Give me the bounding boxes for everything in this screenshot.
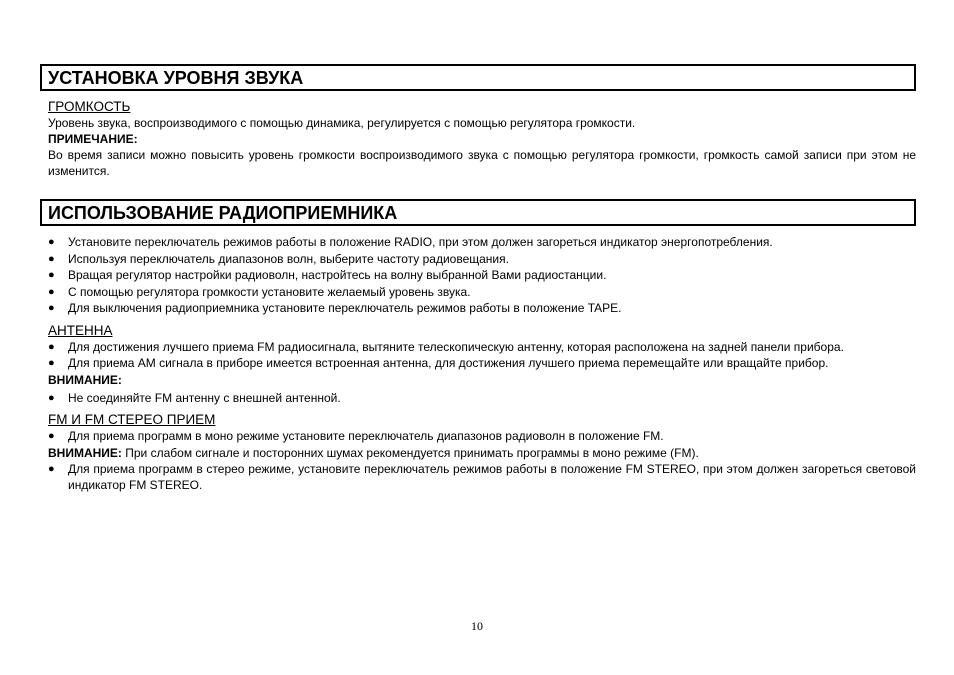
bullet-icon: ● bbox=[48, 391, 55, 404]
list-item: ● Для достижения лучшего приема FM радиосигнала, вытяните телескопическую антенну, которая расположена на задней панели прибора. bbox=[48, 339, 844, 354]
volume-text: Уровень звука, воспроизводимого с помощью динамика, регулируется с помощью регулятора громкости. bbox=[48, 116, 636, 130]
page-number: 10 bbox=[471, 619, 483, 633]
list-item: ● Для приема программ в стерео режиме, установите переключатель режимов работы в положение FM STEREO, при этом должен загореться световой индикатор FM STEREO. bbox=[48, 461, 916, 492]
list-item: ● Используя переключатель диапазонов волн, выберите частоту радиовещания. bbox=[48, 251, 509, 266]
note-text: Во время записи можно повысить уровень громкости воспроизводимого звука с помощью регулятора громкости, громкость самой записи при этом не изменится. bbox=[48, 148, 916, 178]
bullet-icon: ● bbox=[48, 252, 55, 265]
bullet-icon: ● bbox=[48, 340, 55, 353]
fm-heading: FM И FM СТЕРЕО ПРИЕМ bbox=[48, 412, 216, 427]
antenna-list bbox=[48, 339, 916, 372]
bullet-icon: ● bbox=[48, 302, 55, 314]
fm-list-1 bbox=[48, 428, 916, 445]
list-item: ● С помощью регулятора громкости установите желаемый уровень звука. bbox=[48, 284, 471, 299]
fm-warning-label: ВНИМАНИЕ: bbox=[48, 445, 122, 460]
fm-list-2 bbox=[48, 461, 916, 494]
warning-list bbox=[48, 390, 916, 407]
bullet-icon: ● bbox=[48, 285, 55, 298]
volume-heading: ГРОМКОСТЬ bbox=[48, 99, 131, 114]
list-item: ● Для приема программ в моно режиме установите переключатель диапазонов радиоволн в положение FM. bbox=[48, 429, 664, 443]
section-title-sound-level: УСТАНОВКА УРОВНЯ ЗВУКА bbox=[40, 64, 916, 91]
bullet-icon: ● bbox=[48, 430, 55, 442]
radio-instructions-list bbox=[48, 234, 916, 317]
list-item: ● Не соединяйте FM антенну с внешней антенной. bbox=[48, 390, 341, 405]
list-item: ● Установите переключатель режимов работы в положение RADIO, при этом должен загореться индикатор энергопотребления. bbox=[48, 235, 773, 249]
list-item: ● Для выключения радиоприемника установите переключатель режимов работы в положение TAPE. bbox=[48, 301, 622, 315]
bullet-icon: ● bbox=[48, 357, 55, 369]
antenna-heading: АНТЕННА bbox=[48, 322, 113, 338]
list-item: ● Для приема AM сигнала в приборе имеется встроенная антенна, для достижения лучшего приема перемещайте или вращайте прибор. bbox=[48, 356, 829, 370]
bullet-icon: ● bbox=[48, 462, 55, 475]
fm-warning bbox=[48, 445, 916, 461]
list-item: ● Вращая регулятор настройки радиоволн, настройтесь на волну выбранной Вами радиостанции. bbox=[48, 268, 607, 282]
section-title-radio: ИСПОЛЬЗОВАНИЕ РАДИОПРИЕМНИКА bbox=[40, 199, 916, 226]
warning-label: ВНИМАНИЕ: bbox=[48, 372, 122, 387]
fm-warning-text: При слабом сигнале и посторонних шумах рекомендуется принимать программы в моно режиме (FM). bbox=[121, 445, 699, 460]
note-label: ПРИМЕЧАНИЕ: bbox=[48, 132, 138, 146]
manual-page bbox=[40, 64, 916, 494]
bullet-icon: ● bbox=[48, 269, 55, 281]
bullet-icon: ● bbox=[48, 236, 55, 248]
